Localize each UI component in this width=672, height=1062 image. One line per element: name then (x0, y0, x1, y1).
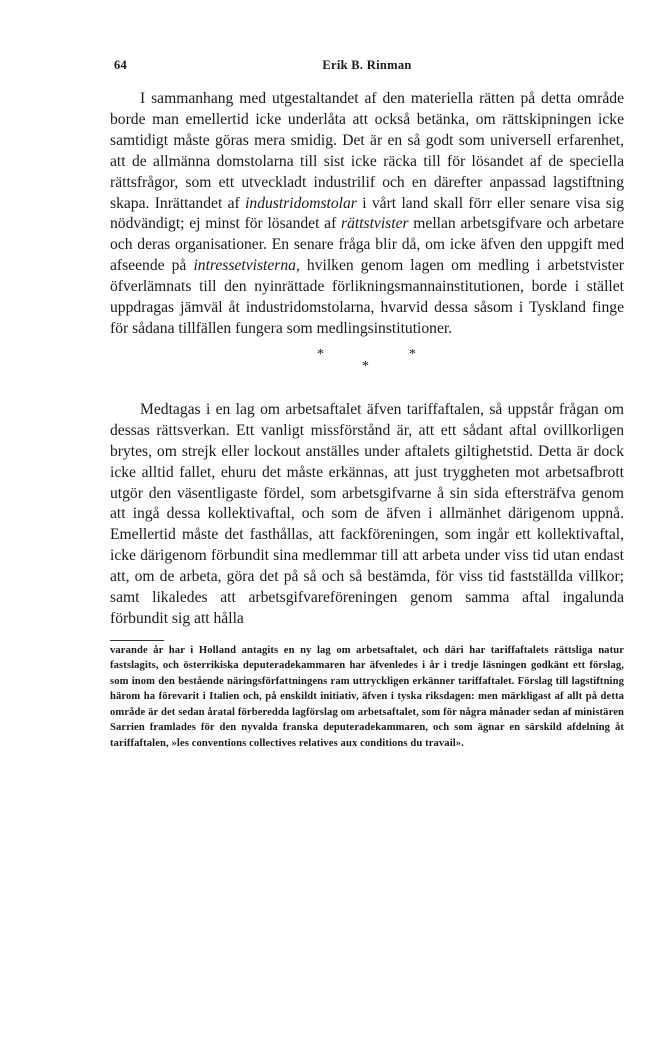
paragraph-2: Medtagas i en lag om arbetsaftalet äfven tariffaftalen, så uppstår frågan om dessas rättsverkan. Ett vanligt missförstånd är, att ett sådant aftal ovillkorligen brytes, om strejk eller lockout anställes under aftalets giltighetstid. Detta är dock icke alltid fallet, ehuru det måste erkännas, att just tryggheten mot arbetsafbrott utgör den väsentligaste fördel, som arbetsgifvarne å sin sida eftersträfva genom att ingå dessa kollektivaftal, och som de äfven i allmänhet därigenom uppnå. Emellertid måste det fasthållas, att fackföreningen, som ingår ett kollektivaftal, icke därigenom förbundit sina medlemmar till att arbeta under viss tid utan endast att, om de arbeta, göra det på så och så bestämda, för viss tid fastställda villkor; samt likaledes att arbetsgifvareföreningen genom samma aftal ingalunda förbundit sig att hålla (110, 400, 624, 627)
running-head: Erik B. Rinman (322, 58, 412, 72)
asterism-star-center: * (362, 358, 369, 374)
section-break-asterism (110, 346, 624, 394)
paragraph-1-part-c: mellan arbetsgifvare och arbetare och deras organisationer. En senare fråga blir då, om icke äfven den uppgift med afseende på (110, 215, 624, 275)
page-header (110, 58, 624, 80)
asterism-star-left: * (317, 346, 324, 362)
paragraph-1-part-d: hvilken genom lagen om medling i arbetstvister öfverlämnats till den nyinrättade förlikningsmannainstitutionen, borde i stället uppdragas jämväl åt industridomstolarna, hvarvid dessa såsom i Tyskland finge för sådana tillfällen fungera som medlingsinstitutioner. (110, 257, 624, 337)
paragraph-1-part-a: I sammanhang med utgestaltandet af den materiella rätten på detta område borde man emellertid icke underlåta att också betänka, om rättskipningen icke samtidigt måste göras mera smidig. Det är en så godt som universell erfarenhet, att de allmänna domstolarna till sist icke räcka till för lösandet af de speciella rättsfrågor, som ett utveckladt industrilif och en därefter anpassad lagstiftning skapa. Inrättandet af (110, 90, 624, 212)
asterism-star-right: * (409, 346, 416, 362)
paragraph-1 (110, 89, 624, 340)
page-number: 64 (114, 58, 128, 72)
paragraph-1-part-b: i vårt land skall förr eller senare visa sig nödvändigt; ej minst för lösandet af (110, 194, 624, 233)
italic-term-industridomstolar: industridomstolar (245, 194, 357, 212)
italic-term-rattstvister: rättstvister (341, 215, 409, 233)
italic-term-intressetvisterna: intressetvisterna, (193, 257, 300, 275)
body-text (110, 89, 624, 630)
footnote-rule (110, 640, 164, 641)
footnote: varande år har i Holland antagits en ny lag om arbetsaftalet, och däri har tariffaftalets rättsliga natur fastslagits, och österrikiska deputeradekammaren har äfvenledes i år i tredje läsningen godkänt ett förslag, som inom den bestående näringsförfattningens ram uttryckligen erkänner tariffaftalet. Förslag till lagstiftning härom ha förevarit i Italien och, på enskildt initiativ, äfven i tyska riksdagen: men märkligast af allt på detta område är det sedan åratal förberedda lagförslag om arbetsaftalet, som för några månader sedan af ministären Sarrien framlades för den nyvalda franska deputeradekammaren, och som ägnar en särskild afdelning åt tariffaftalen, »les conventions collectives relatives aux conditions du travail». (110, 644, 624, 749)
book-page (110, 58, 624, 751)
